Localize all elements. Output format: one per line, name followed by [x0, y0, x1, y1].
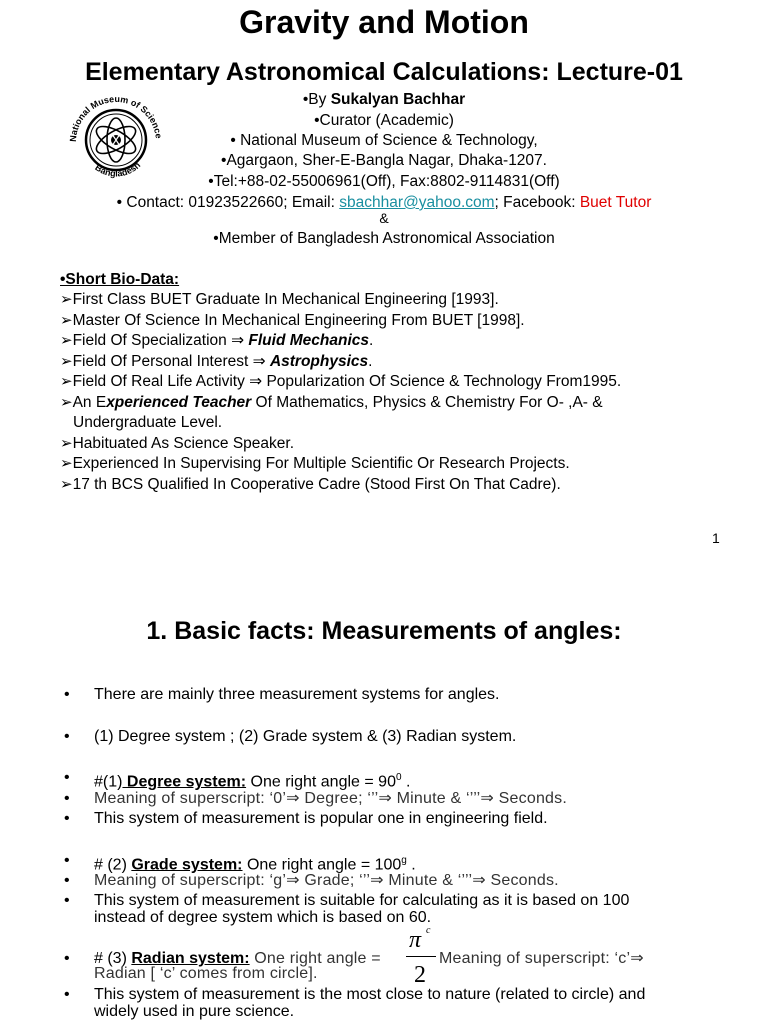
role-line: •Curator (Academic) — [314, 112, 454, 129]
bio-item: ➢Field Of Specialization ⇒ Fluid Mechanics. — [60, 332, 374, 349]
section-title: 1. Basic facts: Measurements of angles: — [146, 617, 622, 645]
ampersand: & — [379, 210, 389, 226]
author-line: •By Sukalyan Bachhar — [302, 91, 466, 108]
pi-numerator: π — [409, 927, 422, 953]
radian-meaning: Meaning of superscript: ‘c’⇒ — [439, 950, 644, 967]
facebook-link[interactable]: Buet Tutor — [579, 194, 652, 211]
arrow-bullet-icon: ➢ — [60, 373, 73, 390]
org-line: • National Museum of Science & Technology, — [230, 132, 538, 149]
member-line: •Member of Bangladesh Astronomical Association — [213, 230, 555, 247]
email-link[interactable]: sbachhar@yahoo.com — [339, 194, 495, 211]
page-number: 1 — [712, 530, 720, 546]
bio-item: ➢Master Of Science In Mechanical Engineering From BUET [1998]. — [60, 311, 525, 329]
seal-top-text: National Museum of Science — [67, 93, 164, 143]
bio-item: ➢17 th BCS Qualified In Cooperative Cadre (Stood First On That Cadre). — [60, 475, 561, 493]
pi-superscript: c — [426, 925, 431, 936]
document-title: Gravity and Motion — [239, 4, 529, 40]
seal-bottom-text: Bangladesh — [93, 159, 143, 179]
bio-item: ➢First Class BUET Graduate In Mechanical Engineering [1993]. — [60, 291, 499, 308]
address-line: •Agargaon, Sher-E-Bangla Nagar, Dhaka-1207. — [221, 152, 547, 169]
bio-item: ➢Field Of Real Life Activity ⇒ Popularization Of Science & Technology From1995. — [60, 373, 622, 390]
arrow-bullet-icon: ➢ — [60, 311, 73, 329]
bio-item: ➢An Experienced Teacher Of Mathematics, Physics & Chemistry For O- ,A- & — [60, 393, 603, 411]
phone-line: •Tel:+88-02-55006961(Off), Fax:8802-9114831(Off) — [208, 173, 560, 190]
bio-heading: •Short Bio-Data: — [60, 271, 180, 288]
arrow-bullet-icon: ➢ — [60, 475, 73, 493]
arrow-bullet-icon: ➢ — [60, 352, 73, 370]
arrow-bullet-icon: ➢ — [60, 291, 73, 308]
bio-item: ➢Experienced In Supervising For Multiple Scientific Or Research Projects. — [60, 455, 570, 472]
bio-item: ➢Habituated As Science Speaker. — [60, 434, 295, 452]
fraction-denominator: 2 — [414, 962, 426, 988]
contact-line: • Contact: 01923522660; Email: sbachhar@yahoo.com; Facebook: Buet Tutor — [116, 194, 652, 211]
arrow-bullet-icon: ➢ — [60, 455, 73, 472]
document-subtitle: Elementary Astronomical Calculations: Lecture-01 — [85, 58, 683, 86]
author-name: Sukalyan Bachhar — [330, 91, 466, 108]
fraction-bar — [406, 956, 436, 957]
arrow-bullet-icon: ➢ — [60, 393, 73, 411]
bio-item: Undergraduate Level. — [73, 414, 223, 431]
bio-item: ➢Field Of Personal Interest ⇒ Astrophysics. — [60, 352, 373, 370]
arrow-bullet-icon: ➢ — [60, 332, 73, 349]
arrow-bullet-icon: ➢ — [60, 434, 73, 452]
